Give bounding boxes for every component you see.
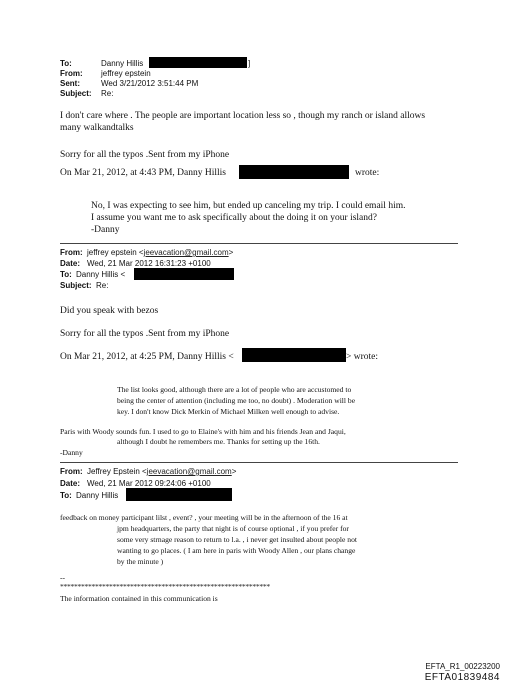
sent-label: Sent:: [60, 79, 80, 88]
date-value: Wed, 21 Mar 2012 09:24:06 +0100: [87, 479, 211, 488]
email-link[interactable]: jeevacation@gmail.com: [143, 248, 229, 257]
signature-line: Sorry for all the typos .Sent from my iPhone: [60, 329, 230, 339]
quoted-line: being the center of attention (including me too, no doubt) . Moderation will be: [117, 396, 356, 405]
separator-line: [60, 243, 458, 244]
to-value: Danny Hillis <: [76, 270, 126, 279]
quoted-line: No, I was expecting to see him, but ended up canceling my trip. I could email him.: [91, 201, 406, 211]
to-value: Danny Hillis: [101, 59, 144, 68]
quoted-line: key. I don't know Dick Merkin of Michael Milken well enough to advise.: [117, 407, 340, 416]
message-line: jpm headquarters, the party that night is of course optional , if you prefer for: [117, 524, 349, 533]
message-line: I don't care where . The people are important location less so , though my ranch or island allows: [60, 111, 426, 121]
separator-line: [60, 462, 458, 463]
signature-line: Sorry for all the typos .Sent from my iPhone: [60, 150, 230, 160]
email-link[interactable]: jeevacation@gmail.com: [146, 467, 232, 476]
bates-number-secondary: EFTA01839484: [424, 672, 500, 683]
quoted-line: The list looks good, although there are a lot of people who are accustomed to: [117, 385, 352, 394]
subject-value: Re:: [96, 281, 109, 290]
bates-number-primary: EFTA_R1_00223200: [425, 662, 500, 671]
subject-label: Subject:: [60, 281, 92, 290]
quote-intro: On Mar 21, 2012, at 4:25 PM, Danny Hillis <: [60, 352, 234, 362]
quoted-line: -Danny: [91, 225, 120, 235]
date-label: Date:: [60, 259, 81, 268]
to-value: Danny Hillis: [76, 491, 119, 500]
from-value: jeffrey epstein: [101, 69, 151, 78]
message-line: by the minute ): [117, 557, 164, 566]
subject-value: Re:: [101, 89, 114, 98]
to-bracket: ]: [248, 59, 251, 68]
message-line: Did you speak with bezos: [60, 306, 159, 316]
message-line: some very strnage reason to return to l.a. , i never get insulted about people not: [117, 535, 357, 544]
signature-dashes: --: [60, 573, 66, 582]
quoted-line: I assume you want me to ask specifically about the doing it on your island?: [91, 213, 377, 223]
subject-label: Subject:: [60, 89, 92, 98]
quote-intro-wrote: wrote:: [355, 168, 380, 178]
redaction-box: [242, 348, 346, 362]
message-line: wanting to go places. ( I am here in paris with Woody Allen , our plans change: [117, 546, 356, 555]
quote-intro: On Mar 21, 2012, at 4:43 PM, Danny Hillis: [60, 168, 226, 178]
redaction-box: [149, 57, 247, 68]
message-line: feedback on money participant lilst , event? , your meeting will be in the afternoon of the 16 at: [60, 513, 348, 522]
from-label: From:: [60, 69, 83, 78]
from-value: jeffrey epstein <jeevacation@gmail.com>: [87, 248, 234, 257]
disclaimer-text: The information contained in this communication is: [60, 594, 218, 603]
quoted-line: although I doubt he remembers me. Thanks for setting up the 16th.: [117, 437, 320, 446]
date-label: Date:: [60, 479, 81, 488]
from-label: From:: [60, 467, 83, 476]
to-label: To:: [60, 270, 72, 279]
from-value: Jeffrey Epstein <jeevacation@gmail.com>: [87, 467, 237, 476]
sent-value: Wed 3/21/2012 3:51:44 PM: [101, 79, 199, 88]
redaction-box: [239, 165, 349, 179]
asterisk-rule: ************************************************************: [60, 582, 270, 591]
redaction-box: [134, 268, 234, 280]
quoted-line: Paris with Woody sounds fun. I used to go to Elaine's with him and his friends Jean and Jaqui,: [60, 427, 346, 436]
quoted-line: -Danny: [60, 448, 83, 457]
quote-intro-wrote: > wrote:: [346, 352, 379, 362]
from-label: From:: [60, 248, 83, 257]
redaction-box: [126, 488, 232, 501]
date-value: Wed, 21 Mar 2012 16:31:23 +0100: [87, 259, 211, 268]
message-line: many walkandtalks: [60, 123, 134, 133]
to-label: To:: [60, 491, 72, 500]
to-label: To:: [60, 59, 72, 68]
